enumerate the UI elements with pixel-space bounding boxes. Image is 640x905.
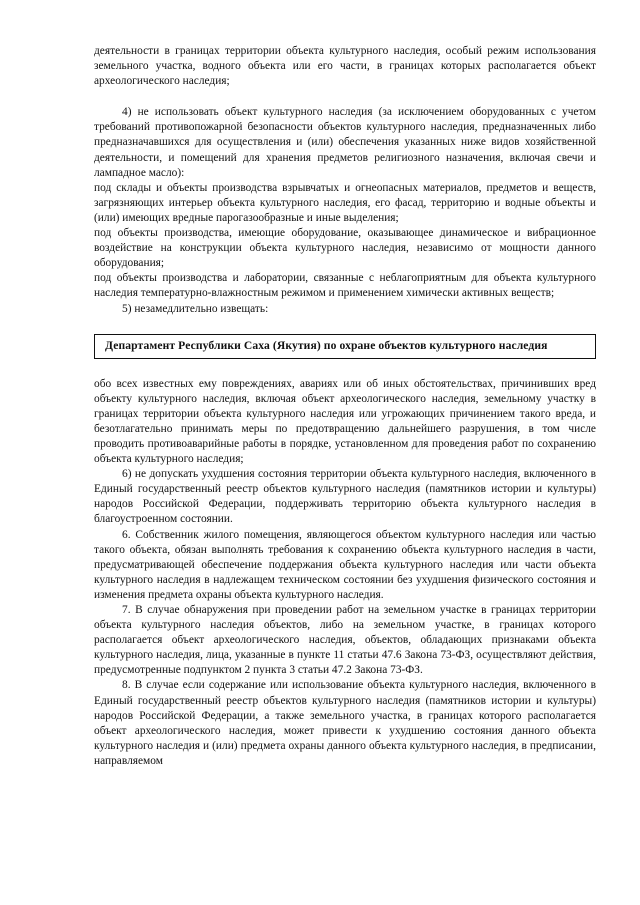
paragraph-laboratories: под объекты производства и лаборатории, связанные с неблагоприятным для объекта культурного наследия температурно-влажностным режимом и применением химически активных веществ; <box>94 272 596 300</box>
paragraph-item-4: 4) не использовать объект культурного наследия (за исключением оборудованных с учетом требований противопожарной безопасности объектов культурного наследия, предназначенных либо предназначавшихся для осуществления и (или) обеспечения указанных ниже видов хозяйственной деятельности, и помещений для хранения предметов религиозного назначения, включая свечи и лампадное масло): <box>94 106 596 179</box>
department-name-box: Департамент Республики Саха (Якутия) по охране объектов культурного наследия <box>94 334 596 359</box>
paragraph-section-8: 8. В случае если содержание или использование объекта культурного наследия, включенного в Единый государственный реестр объектов культурного наследия (памятников истории и культуры) народов Российской Федерации, а также земельного участка, в границах которого располагается объект археологического наследия, может привести к ухудшению состояния данного объекта культурного наследия и (или) предмета охраны данного объекта культурного наследия, в предписании, направляемом <box>94 679 596 767</box>
paragraph-production: под объекты производства, имеющие оборудование, оказывающее динамическое и вибрационное воздействие на конструкции объекта культурного наследия, независимо от мощности данного оборудования; <box>94 227 596 270</box>
paragraph-warehouses: под склады и объекты производства взрывчатых и огнеопасных материалов, предметов и веществ, загрязняющих интерьер объекта культурного наследия, его фасад, территорию и водные объекты и (или) имеющих вредные парогазообразные и иные выделения; <box>94 181 596 224</box>
paragraph-section-6: 6. Собственник жилого помещения, являющегося объектом культурного наследия или частью такого объекта, обязан выполнять требования к сохранению объекта культурного наследия в части, предусматривающей обеспечение поддержания объекта культурного наследия или части объекта культурного наследия в надлежащем техническом состоянии без ухудшения физического состояния и изменения предмета охраны объекта культурного наследия. <box>94 528 596 601</box>
paragraph-continuation: деятельности в границах территории объекта культурного наследия, особый режим использования земельного участка, водного объекта или его части, в границах которых располагается объект археологического наследия; <box>94 45 596 88</box>
paragraph-damages: обо всех известных ему повреждениях, авариях или об иных обстоятельствах, причинивших вред объекту культурного наследия, включая объект археологического наследия, земельному участку в границах территории объекта культурного наследия или угрожающих причинением такого вреда, и безотлагательно принимать меры по предотвращению дальнейшего разрушения, в том числе проводить противоаварийные работы в порядке, установленном для проведения работ по сохранению объекта культурного наследия; <box>94 377 596 466</box>
paragraph-item-5: 5) незамедлительно извещать: <box>122 302 269 315</box>
paragraph-item-6: 6) не допускать ухудшения состояния территории объекта культурного наследия, включенного в Единый государственный реестр объектов культурного наследия (памятников истории и культуры) народов Российской Федерации, поддерживать территорию объекта культурного наследия в благоустроенном состоянии. <box>94 468 596 526</box>
paragraph-section-7: 7. В случае обнаружения при проведении работ на земельном участке в границах территории объекта культурного наследия объектов, либо на земельном участке, в границах которого располагается объект археологического наследия, объектов, обладающих признаками объекта культурного наследия, лица, указанные в пункте 11 статьи 47.6 Закона 73-ФЗ, осуществляют действия, предусмотренные подпунктом 2 пункта 3 статьи 47.2 Закона 73-ФЗ. <box>94 604 596 677</box>
